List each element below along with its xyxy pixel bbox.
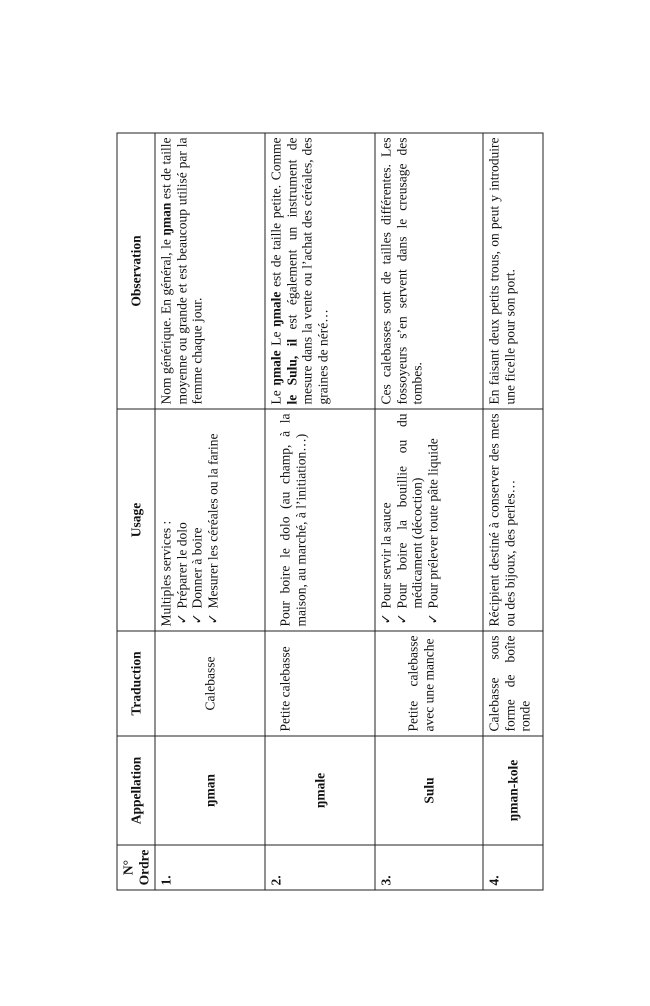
calabash-table bbox=[116, 133, 543, 891]
list-item bbox=[205, 414, 221, 627]
table-row bbox=[375, 133, 483, 890]
row-appellation: ŋman-kole bbox=[483, 736, 543, 845]
observation-text: Le bbox=[268, 385, 284, 405]
row-usage: Pour boire le dolo (au champ, à la maison, au marché, à l’initiation…) bbox=[265, 409, 375, 631]
observation-text: est également un instrument de mesure dans la vente ou l’achat des céréales, des graines de néré… bbox=[283, 137, 330, 405]
checkmark-icon: ✓ bbox=[378, 613, 394, 625]
row-number: 3. bbox=[375, 845, 483, 890]
usage-item-text: Pour boire la bouillie ou du médicament (décoction) bbox=[393, 413, 425, 609]
usage-item-text: Préparer le dolo bbox=[173, 522, 189, 609]
observation-bold: le Sulu, il bbox=[283, 338, 299, 405]
checkmark-icon: ✓ bbox=[424, 613, 440, 625]
rotated-table-wrapper bbox=[116, 134, 534, 891]
observation-text: est de taille petite. Comme bbox=[268, 137, 284, 292]
row-appellation: Sulu bbox=[375, 736, 483, 845]
observation-text: est de taille moyenne ou grande et est beaucoup utilisé par la femme chaque jour. bbox=[158, 137, 205, 405]
observation-text: Nom générique. En général, le bbox=[158, 235, 174, 405]
list-item bbox=[425, 414, 441, 627]
table-row bbox=[155, 133, 265, 890]
observation-text: Le bbox=[268, 326, 284, 351]
header-observation: Observation bbox=[117, 133, 155, 409]
header-row bbox=[117, 133, 155, 890]
usage-item-text: Pour servir la sauce bbox=[378, 502, 394, 609]
header-traduction: Traduction bbox=[117, 631, 155, 736]
observation-bold: ŋmale bbox=[268, 291, 284, 327]
usage-item-text: Pour prélever toute pâte liquide bbox=[424, 438, 440, 609]
usage-item-text: Mesurer les céréales ou la farine bbox=[204, 433, 220, 609]
row-usage: Récipient destiné à conserver des mets ou des bijoux, des perles… bbox=[483, 409, 543, 631]
row-traduction: Calebasse bbox=[155, 631, 265, 736]
row-traduction: Petite calebasse avec une manche bbox=[375, 631, 483, 736]
table-row bbox=[483, 133, 543, 890]
checkmark-icon: ✓ bbox=[204, 613, 220, 625]
row-traduction: Petite calebasse bbox=[265, 631, 375, 736]
observation-bold: ŋmale bbox=[268, 350, 284, 386]
header-usage: Usage bbox=[117, 409, 155, 631]
checkmark-icon: ✓ bbox=[189, 613, 205, 625]
row-observation: En faisant deux petits trous, on peut y introduire une ficelle pour son port. bbox=[483, 133, 543, 409]
row-usage bbox=[155, 409, 265, 631]
row-observation: Ces calebasses sont de tailles différentes. Les fossoyeurs s’en servent dans le creusage des tombes. bbox=[375, 133, 483, 409]
row-appellation: ŋmale bbox=[265, 736, 375, 845]
list-item bbox=[394, 414, 425, 627]
row-observation bbox=[265, 133, 375, 409]
header-ordre: N° Ordre bbox=[117, 845, 155, 890]
row-number: 2. bbox=[265, 845, 375, 890]
header-appellation: Appellation bbox=[117, 736, 155, 845]
row-observation bbox=[155, 133, 265, 409]
row-number: 4. bbox=[483, 845, 543, 890]
list-item bbox=[174, 414, 190, 627]
list-item bbox=[378, 414, 394, 627]
list-item bbox=[189, 414, 205, 627]
checkmark-icon: ✓ bbox=[393, 613, 409, 625]
row-usage bbox=[375, 409, 483, 631]
row-appellation: ŋman bbox=[155, 736, 265, 845]
checkmark-icon: ✓ bbox=[173, 613, 189, 625]
row-traduction: Calebasse sous forme de boîte ronde bbox=[483, 631, 543, 736]
observation-bold: ŋman bbox=[158, 202, 174, 236]
table-row bbox=[265, 133, 375, 890]
usage-list bbox=[174, 414, 221, 627]
usage-item-text: Donner à boire bbox=[189, 527, 205, 609]
row-number: 1. bbox=[155, 845, 265, 890]
usage-list bbox=[378, 414, 440, 627]
usage-intro: Multiples services : bbox=[158, 520, 174, 627]
